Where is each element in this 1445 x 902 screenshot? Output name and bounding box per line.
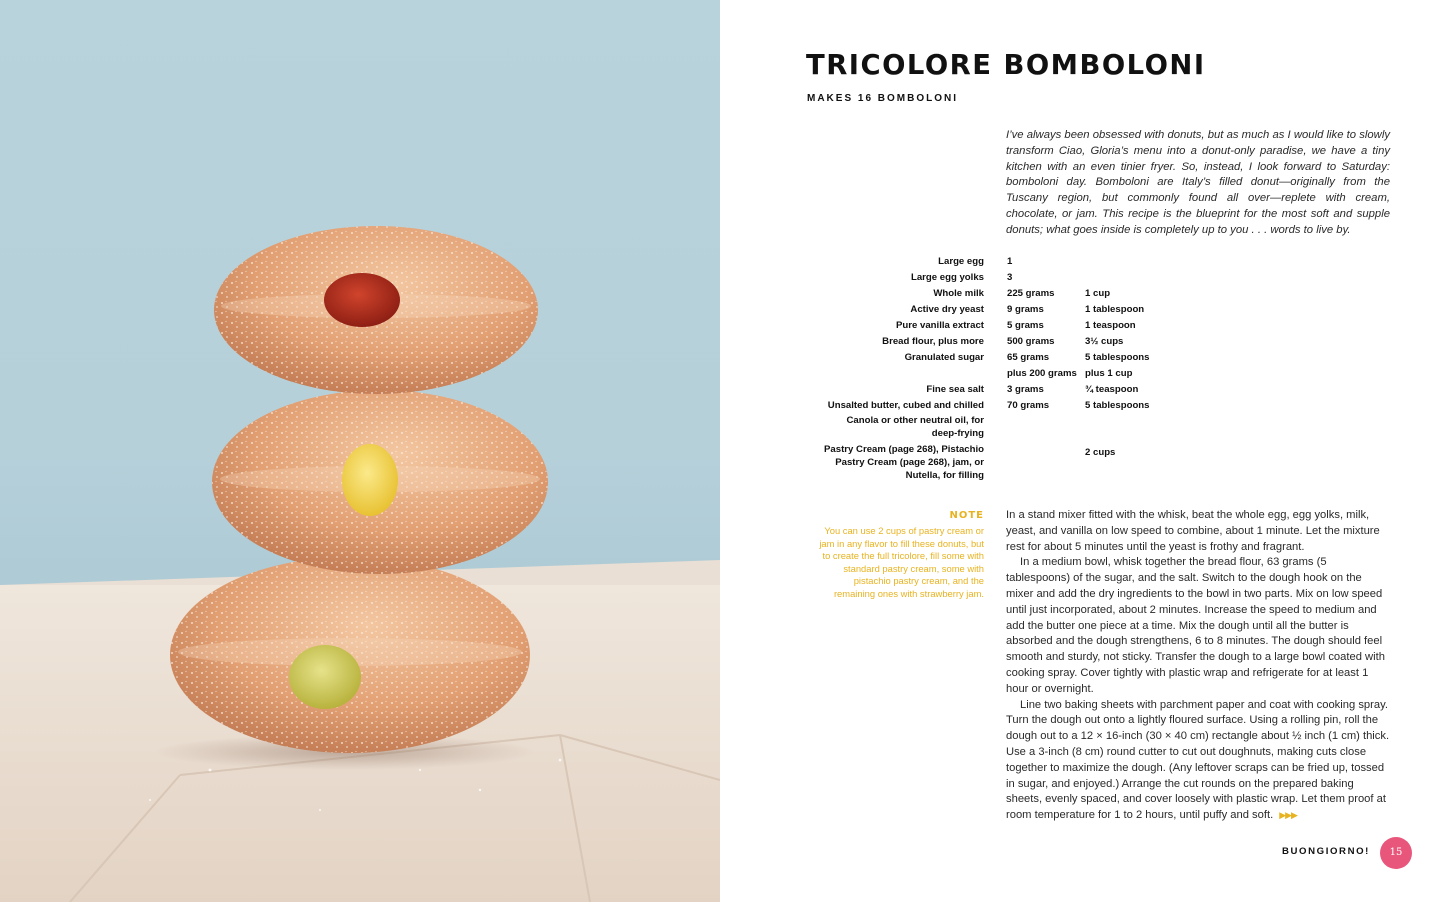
ingredient-metric: 5 grams: [1007, 320, 1044, 331]
ingredient-metric: 500 grams: [1007, 336, 1055, 347]
ingredient-name: Whole milk: [933, 288, 984, 299]
running-head: BUONGIORNO!: [1282, 846, 1370, 857]
pistachio-filling: [289, 645, 361, 709]
donut-top: [214, 226, 538, 394]
ingredient-name: Pure vanilla extract: [896, 320, 984, 331]
ingredient-name: Active dry yeast: [910, 304, 984, 315]
bomboloni-photo: [0, 0, 720, 902]
ingredient-metric: 1: [1007, 256, 1013, 267]
ingredient-name: Unsalted butter, cubed and chilled: [827, 400, 984, 411]
ingredient-name: Pastry Cream (page 268), Pistachio Pastry Cream (page 268), jam, or Nutella, for filling: [824, 444, 984, 481]
donut-middle: [212, 390, 548, 574]
ingredient-us: 2 cups: [1085, 447, 1116, 458]
recipe-intro: I’ve always been obsessed with donuts, but as much as I would like to slowly transform Ciao, Gloria’s menu into a donut-only paradise, we have a tiny kitchen with an even tinier fryer. So, instead, I look forward to Saturday: bomboloni day. Bomboloni are Italy’s filled donut—originally from the Tuscany region, but commonly found all over—replete with cream, chocolate, or jam. This recipe is the blueprint for the most soft and supple donuts; what goes inside is completely up to you . . . words to live by.: [1006, 129, 1390, 236]
ingredient-metric: 3: [1007, 272, 1013, 283]
method-paragraph-last: [1006, 698, 1390, 824]
ingredient-metric: 225 grams: [1007, 288, 1055, 299]
recipe-title: TRICOLORE BOMBOLONI: [806, 48, 1206, 81]
ingredient-name: Large egg: [938, 256, 984, 267]
method-paragraph: In a stand mixer fitted with the whisk, beat the whole egg, egg yolks, milk, yeast, and vanilla on low speed to combine, about 1 minute. Let the mixture rest for about 5 minutes until the yeast is frothy and fragrant.: [1006, 509, 1380, 553]
pastry-cream-filling: [342, 444, 398, 516]
ingredient-metric: 9 grams: [1007, 304, 1044, 315]
ingredient-metric: plus 200 grams: [1007, 368, 1077, 379]
ingredient-us: 5 tablespoons: [1085, 400, 1150, 411]
ingredient-us: 3½ cups: [1085, 336, 1124, 347]
ingredient-metric: 3 grams: [1007, 384, 1044, 395]
recipe-note: [810, 510, 984, 601]
ingredient-name: Canola or other neutral oil, for deep-frying: [846, 415, 984, 439]
recipe-yield: MAKES 16 BOMBOLONI: [807, 93, 959, 104]
jam-filling: [324, 273, 400, 327]
ingredient-us: 1 cup: [1085, 288, 1111, 299]
ingredient-metric: 65 grams: [1007, 352, 1050, 363]
note-heading: NOTE: [949, 510, 984, 521]
note-body: You can use 2 cups of pastry cream or jam in any flavor to fill these donuts, but to create the full tricolore, fill some with standard pastry cream, some with pistachio pastry cream, and the remaining ones with strawberry jam.: [819, 525, 984, 599]
ingredient-name: Large egg yolks: [910, 272, 984, 283]
ingredient-us: 5 tablespoons: [1085, 352, 1150, 363]
method-paragraph: In a medium bowl, whisk together the bread flour, 63 grams (5 tablespoons) of the sugar, and the salt. Switch to the dough hook on the mixer and add the dry ingredients to the bowl in two parts. Mix on low speed until just incorporated, about 2 minutes. Increase the speed to medium and add the butter one piece at a time. Mix the dough until all the butter is absorbed and the dough strengthens, 6 to 8 minutes. The dough should feel smooth and sturdy, not sticky. Transfer the dough to a large bowl coated with cooking spray. Cover tightly with plastic wrap and refrigerate for at least 1 hour or overnight.: [1006, 556, 1385, 695]
method-paragraph: Line two baking sheets with parchment paper and coat with cooking spray. Turn the dough out onto a lightly floured surface. Using a rolling pin, roll the dough out to a 12 × 16-inch (30 × 40 cm) rectangle about ½ inch (1 cm) thick. Use a 3-inch (8 cm) round cutter to cut out doughnuts, making cuts close together to maximize the dough. (Any leftover scraps can be fried up, tossed in sugar, and enjoyed.) Arrange the cut rounds on the prepared baking sheets, evenly spaced, and cover loosely with plastic wrap. Let them proof at room temperature for 1 to 2 hours, until puffy and soft.: [1006, 698, 1390, 822]
ingredient-us: 1 tablespoon: [1085, 304, 1145, 315]
ingredient-name: Bread flour, plus more: [882, 336, 984, 347]
recipe-page: [720, 0, 1445, 902]
page-number-badge: 15: [1380, 837, 1412, 869]
ingredient-name: Granulated sugar: [904, 352, 984, 363]
recipe-method: [1006, 508, 1390, 824]
ingredient-us: plus 1 cup: [1085, 368, 1133, 379]
donut-bottom: [170, 557, 530, 753]
ingredient-us: ¾ teaspoon: [1085, 384, 1139, 395]
ingredient-metric: 70 grams: [1007, 400, 1050, 411]
continue-arrow-icon: ▶▶▶: [1279, 810, 1297, 821]
donut-stack-illustration: [0, 0, 720, 902]
ingredient-us: 1 teaspoon: [1085, 320, 1136, 331]
ingredient-name: Fine sea salt: [926, 384, 984, 395]
